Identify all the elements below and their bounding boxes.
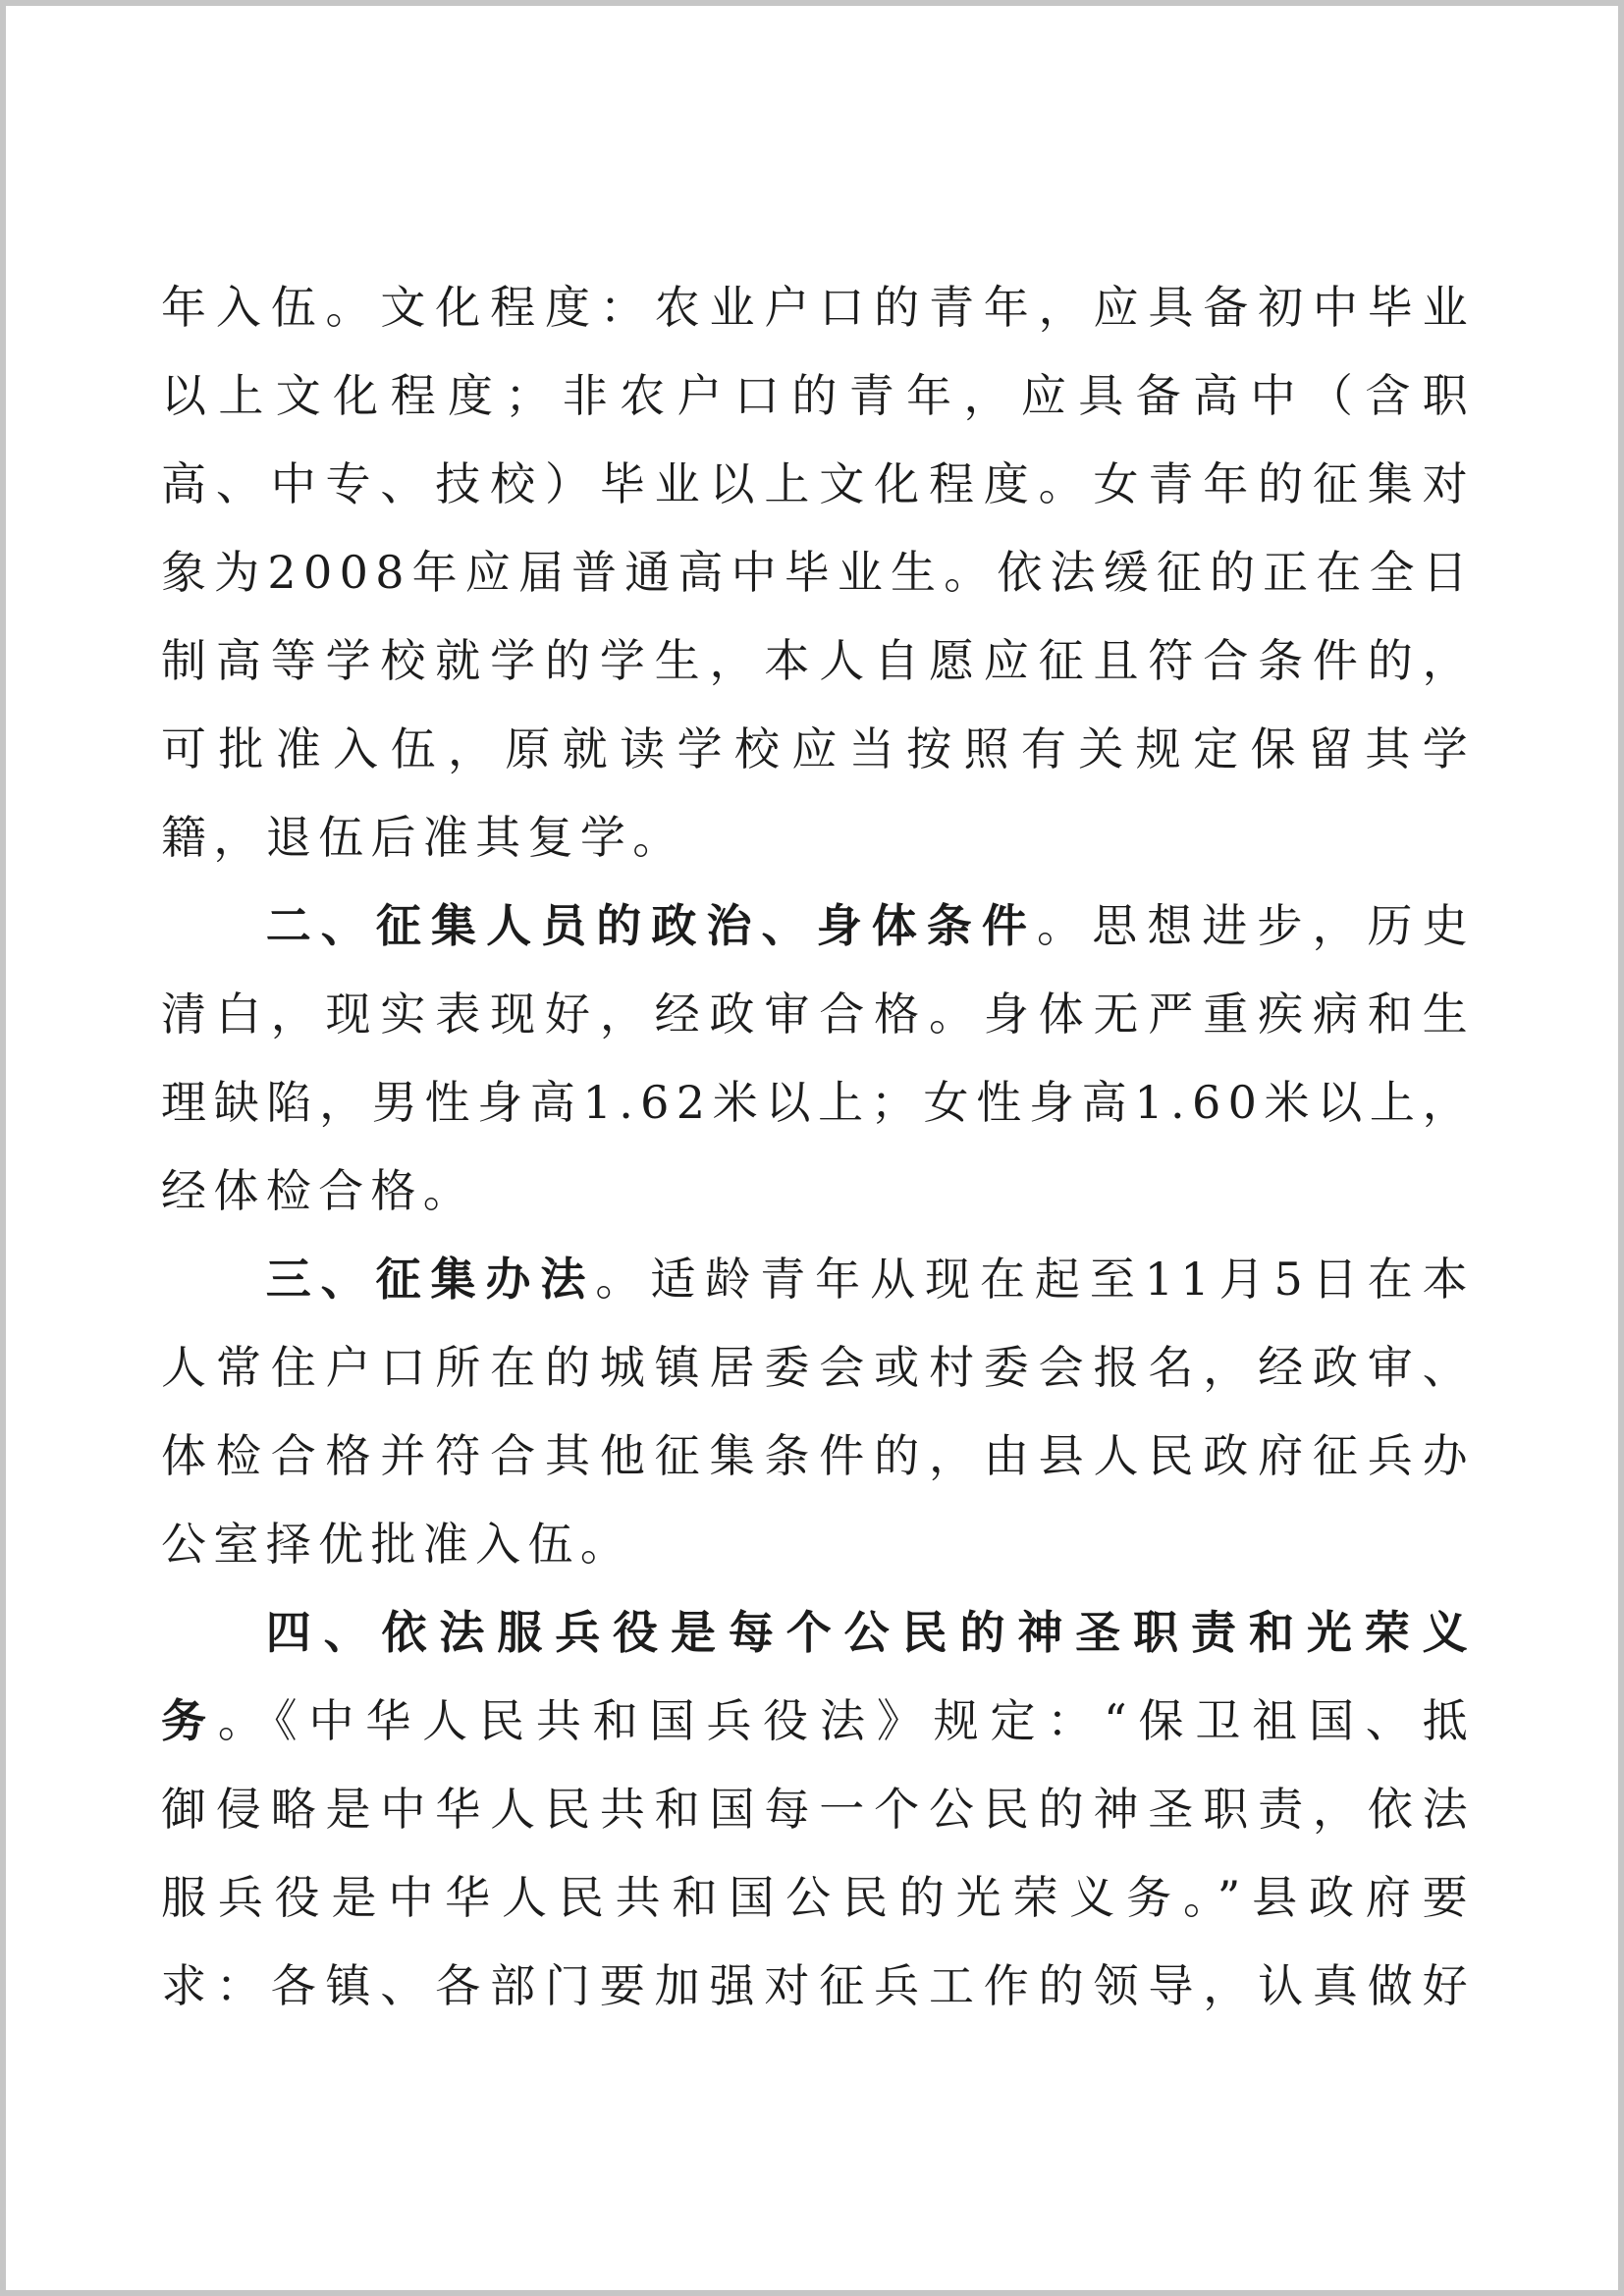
body-text: 求：各镇、各部门要加强对征兵工作的领导，认真做好 [161,1959,1475,2012]
body-text: 御侵略是中华人民共和国每一个公民的神圣职责，依法 [161,1783,1475,1836]
body-text: 制高等学校就学的学生，本人自愿应征且符合条件的， [161,634,1475,687]
text-line [161,1058,1475,1147]
text-line [161,616,1475,705]
body-text: 象为2008年应届普通高中毕业生。依法缓征的正在全日 [161,546,1475,599]
body-text: 体检合格并符合其他征集条件的，由县人民政府征兵办 [161,1429,1475,1482]
text-line [161,881,1475,970]
text-line [161,1235,1475,1323]
text-line [161,793,1475,881]
text-line [161,1765,1475,1853]
body-text: 清白，现实表现好，经政审合格。身体无严重疾病和生 [161,988,1475,1041]
text-line [161,1412,1475,1500]
body-text: 高、中专、技校）毕业以上文化程度。女青年的征集对 [161,457,1475,510]
heading-text: 二、征集人员的政治、身体条件 [265,899,1037,952]
body-text: 。《中华人民共和国兵役法》规定：“保卫祖国、抵 [217,1694,1475,1747]
text-line [161,705,1475,793]
text-line [161,263,1475,351]
text-line [161,1500,1475,1588]
body-text: 。思想进步，历史 [1037,899,1475,952]
text-line [161,1853,1475,1942]
body-text: 籍，退伍后准其复学。 [161,811,685,864]
body-text: 服兵役是中华人民共和国公民的光荣义务。”县政府要 [161,1871,1475,1924]
document-body [6,6,1618,2030]
body-text: 人常住户口所在的城镇居委会或村委会报名，经政审、 [161,1341,1475,1394]
text-line [161,1677,1475,1765]
body-text: 理缺陷，男性身高1.62米以上；女性身高1.60米以上， [161,1076,1475,1129]
text-line [161,1588,1475,1677]
heading-text: 务 [161,1694,218,1747]
text-line [161,1323,1475,1412]
body-text: 以上文化程度；非农户口的青年，应具备高中（含职 [161,369,1475,422]
heading-text: 四、依法服兵役是每个公民的神圣职责和光荣义 [265,1606,1475,1659]
text-line [161,528,1475,616]
text-line [161,1942,1475,2030]
body-text: 年入伍。文化程度：农业户口的青年，应具备初中毕业 [161,281,1475,334]
body-text: 可批准入伍，原就读学校应当按照有关规定保留其学 [161,722,1475,775]
body-text: 公室择优批准入伍。 [161,1518,633,1571]
text-line [161,351,1475,440]
body-text: 。适龄青年从现在起至11月5日在本 [595,1253,1475,1306]
text-line [161,1147,1475,1235]
body-text: 经体检合格。 [161,1164,476,1217]
text-line [161,970,1475,1058]
text-line [161,440,1475,528]
heading-text: 三、征集办法 [265,1253,596,1306]
